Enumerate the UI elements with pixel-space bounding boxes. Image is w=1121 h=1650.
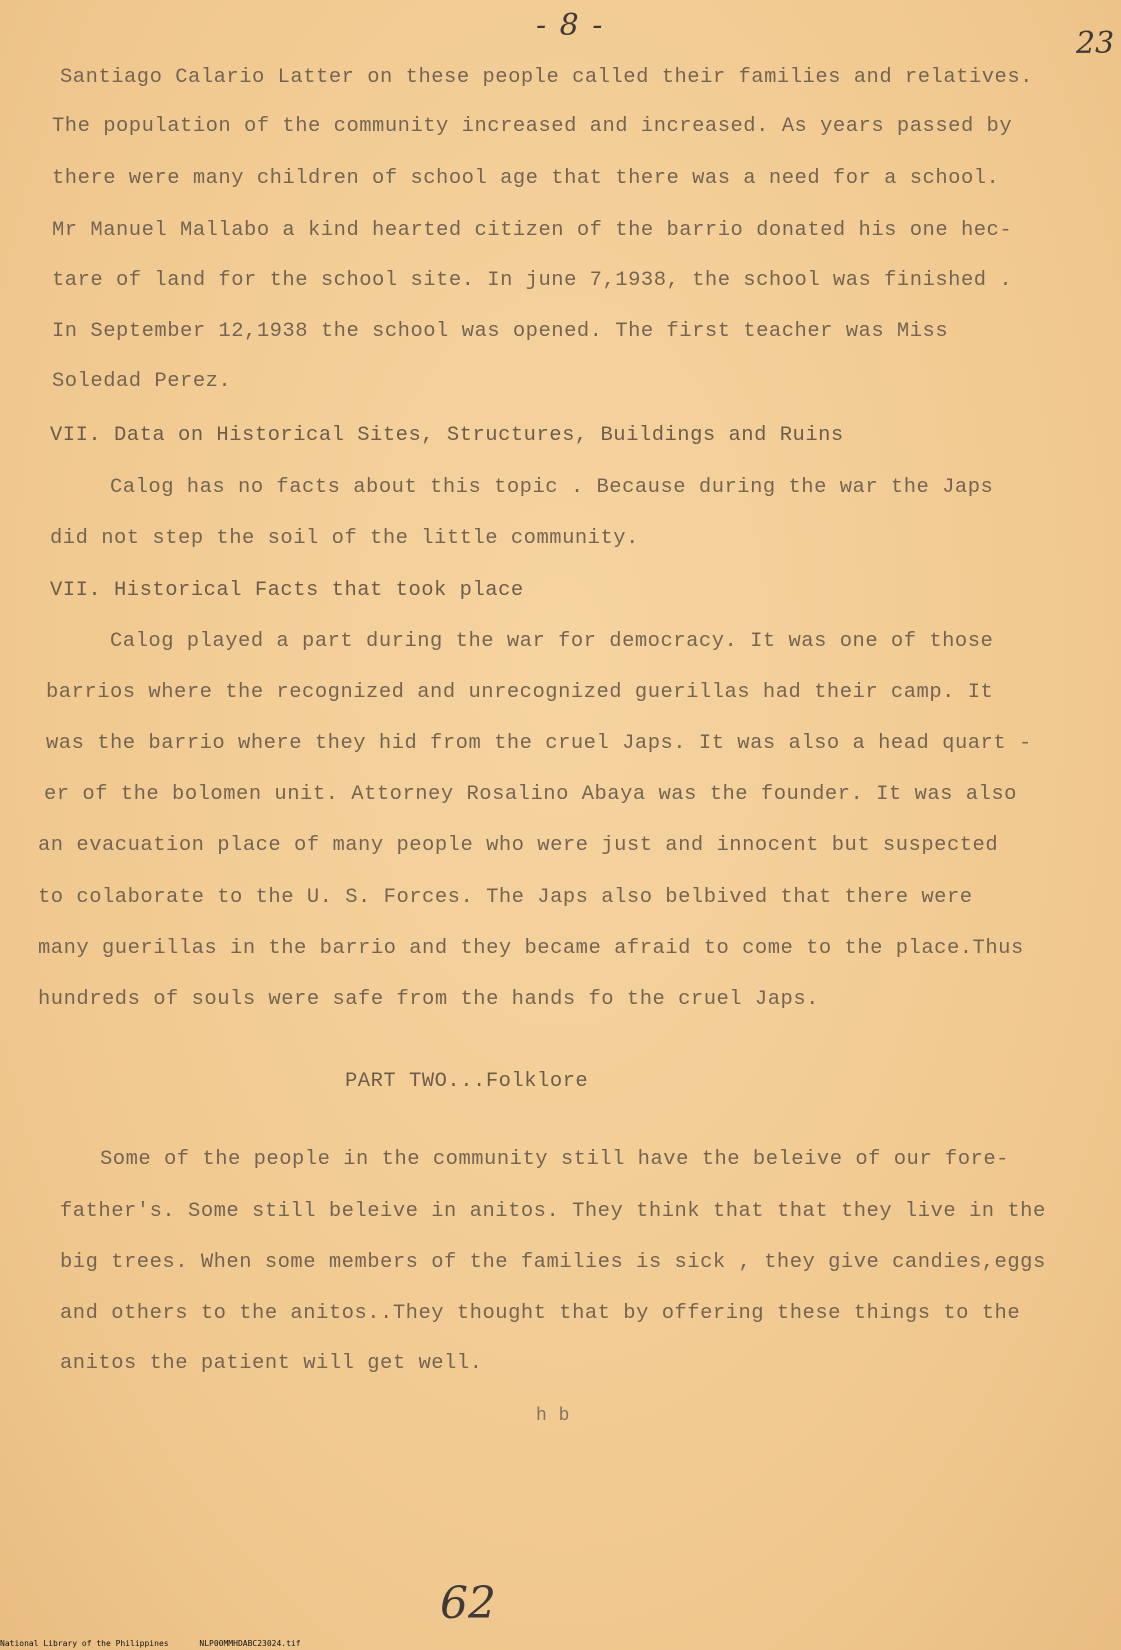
section-heading: VII. Historical Facts that took place	[50, 579, 524, 602]
body-line: er of the bolomen unit. Attorney Rosalino Abaya was the founder. It was also	[44, 783, 1017, 806]
body-line: tare of land for the school site. In june 7,1938, the school was finished .	[52, 269, 1013, 292]
section-heading: VII. Data on Historical Sites, Structures, Buildings and Ruins	[50, 424, 844, 447]
body-line: an evacuation place of many people who were just and innocent but suspected	[38, 834, 999, 857]
body-line: In September 12,1938 the school was opened. The first teacher was Miss	[52, 320, 949, 343]
body-line: Soledad Perez.	[52, 370, 232, 393]
archive-footer	[0, 1639, 327, 1648]
body-line: barrios where the recognized and unrecognized guerillas had their camp. It	[46, 681, 994, 704]
body-line: did not step the soil of the little community.	[50, 527, 639, 550]
handwritten-number: 62	[440, 1578, 496, 1629]
page-number: - 8 -	[536, 8, 605, 43]
body-line: there were many children of school age that there was a need for a school.	[52, 167, 1000, 190]
body-line: father's. Some still beleive in anitos. They think that that they live in the	[60, 1200, 1046, 1223]
body-line: hundreds of souls were safe from the hands fo the cruel Japs.	[38, 988, 819, 1011]
typist-initials: h b	[536, 1406, 570, 1426]
body-line: to colaborate to the U. S. Forces. The Japs also belbived that there were	[38, 886, 973, 909]
footer-filename: NLP00MMHDABC23024.tif	[199, 1639, 301, 1648]
corner-page-number: 23	[1076, 26, 1115, 61]
body-line: Calog has no facts about this topic . Because during the war the Japs	[110, 476, 994, 499]
body-line: anitos the patient will get well.	[60, 1352, 483, 1375]
body-line: big trees. When some members of the families is sick , they give candies,eggs	[60, 1251, 1046, 1274]
body-line: Some of the people in the community still have the beleive of our fore-	[100, 1148, 1009, 1171]
body-line: and others to the anitos..They thought that by offering these things to the	[60, 1302, 1021, 1325]
body-line: The population of the community increased and increased. As years passed by	[52, 115, 1013, 138]
footer-institution: National Library of the Philippines	[0, 1639, 169, 1648]
part-heading: PART TWO...Folklore	[345, 1070, 589, 1093]
body-line: Calog played a part during the war for democracy. It was one of those	[110, 630, 994, 653]
body-line: Mr Manuel Mallabo a kind hearted citizen of the barrio donated his one hec-	[52, 219, 1013, 242]
body-line: Santiago Calario Latter on these people called their families and relatives.	[60, 66, 1033, 89]
body-line: was the barrio where they hid from the cruel Japs. It was also a head quart -	[46, 732, 1032, 755]
body-line: many guerillas in the barrio and they became afraid to come to the place.Thus	[38, 937, 1024, 960]
